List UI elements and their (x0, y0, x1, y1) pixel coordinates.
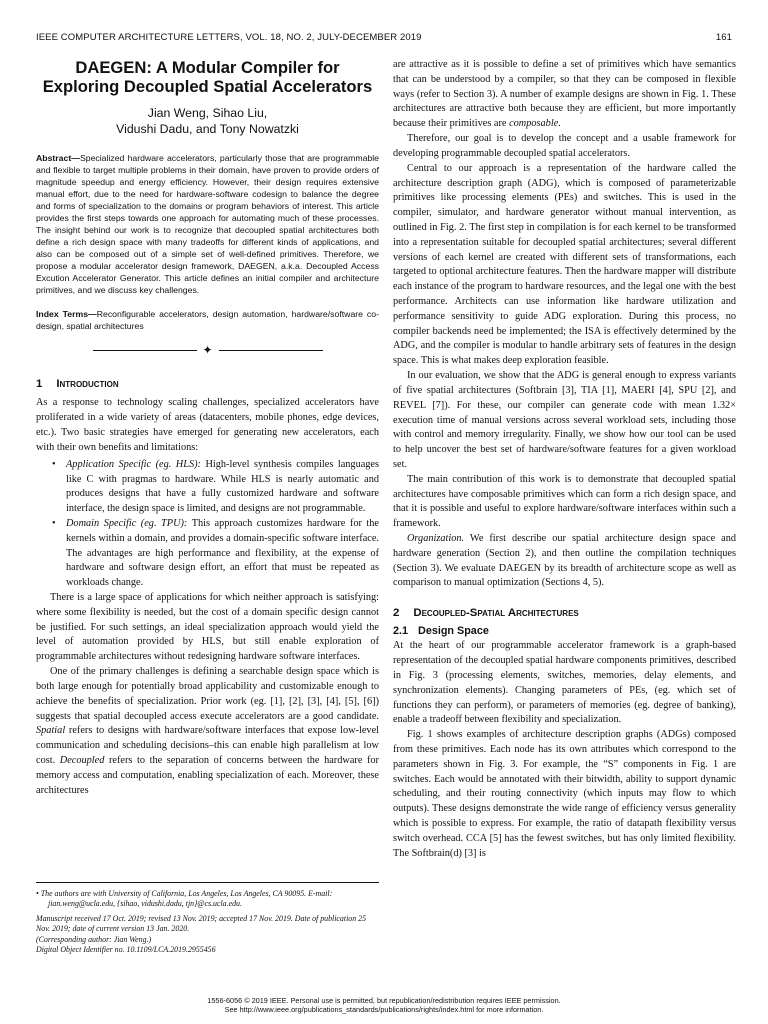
bullet-label: Domain Specific (eg. TPU): (66, 517, 188, 529)
section-number: 1 (36, 378, 43, 391)
section-title: Introduction (56, 378, 119, 391)
abstract-text: Specialized hardware accelerators, particularly those that are programmable and flexible to target multiple problems in their domain, have proven to provide orders of magnitude speedup and energy efficiency. However, their design requires extensive manual effort, due to the need for hardware-software codesign to balance the degree and forms of specialization to the domains or program behaviors of interest. This article provides the first steps towards one approach for automating much of these processes. The insight behind our work is to recognize that decoupled spatial architectures both define a rich design space with many tradeoffs for different kinds of applications, and also can be composed out of a simple set of well-defined primitives. Therefore, we propose a modular accelerator design framework, DAEGEN, a.k.a. Decoupled Access Excution Accelerator Generator. This article defines an initial compiler and architecture primitives, and we discuss key challenges. (36, 153, 379, 296)
subsection-heading-design-space (393, 625, 736, 637)
subsection-number: 2.1 (393, 625, 409, 638)
footnote-affiliation: • The authors are with University of California, Los Angeles, Los Angeles, CA 90095. E-mail: jian.weng@ucla.edu, {sihao, vidushi.dadu, tjn}@cs.ucla.edu. (36, 889, 333, 909)
p3-text-b: refers to designs with hardware/software interfaces that expose low-level communication and scheduling decisions–this can enable high parallelism at low cost. (36, 725, 379, 766)
copyright-line-1: 1556-6056 © 2019 IEEE. Personal use is permitted, but republication/redistribution requires IEEE permission. (207, 996, 561, 1005)
subsection-title: Design Space (418, 625, 489, 638)
term-composable: composable (509, 118, 559, 130)
index-terms-text: Reconfigurable accelerators, design automation, hardware/software co-design, spatial architectures (36, 309, 379, 332)
author-line-1 (36, 106, 379, 122)
abstract-label: Abstract— (36, 153, 80, 164)
intro-paragraph-3 (36, 665, 379, 798)
authors-line1-text: Jian Weng, Sihao Liu, (147, 106, 268, 121)
index-terms (36, 308, 379, 332)
footnote-received: Manuscript received 17 Oct. 2019; revised 13 Nov. 2019; accepted 17 Nov. 2019. Date of publication 25 Nov. 2019; date of current version 13 Jan. 2020. (36, 913, 367, 934)
p3-text-a: One of the primary challenges is defining a searchable design space which is both large enough for potentially broad applicability and customizable enough to achieve the benefits of specialization. Prior work (eg. [1], [2], [3], [4], [5], [6]) suggests that spatial decoupled access execute accelerators are a good candidate. (36, 666, 379, 722)
bullet-text: High-level synthesis compiles languages like C with pragmas to hardware. While HLS is nearly automatic and produces designs that have a fully customized hardware and software interface, the design space is limited, and designs are not programmable. (66, 458, 380, 515)
journal-name: IEEE COMPUTER ARCHITECTURE LETTERS, VOL. 18, NO. 2, JULY-DECEMBER 2019 (36, 32, 422, 43)
section-heading-dsa (393, 607, 736, 619)
bullet-label: Application Specific (eg. HLS): (66, 458, 201, 470)
list-item (52, 517, 379, 591)
section-number: 2 (393, 607, 400, 620)
section-heading-introduction (36, 378, 379, 390)
dsa-paragraph-1: At the heart of our programmable accelerator framework is a graph-based representation of the decoupled spatial hardware components primitives, described in Fig. 3 (processing elements, switches, memories, delay elements, and synchronization elements). Changing parameters of PEs, (eg. which set of functions they can perform), or parameters of memories (eg. degree of banking), enable a tradeoff between flexibility and specialization. (393, 640, 736, 726)
copyright-line-2: See http://www.ieee.org/publications_standards/publications/rights/index.html for more information. (224, 1005, 544, 1015)
bullet-text: This approach customizes hardware for the kernels within a domain, and provides a domain-specific software interface. The advantages are high performance and flexibility, at the expense of hardware and software design effort, an effort that must be repeated as workloads change. (66, 517, 379, 589)
term-decoupled: Decoupled (59, 754, 105, 766)
footnote-corresponding: (Corresponding author: Jian Weng.) (36, 934, 152, 944)
intro-paragraph-1: As a response to technology scaling challenges, specialized accelerators have proliferated in a wide variety of areas (datacenters, mobile phones, edge devices, etc.). Two basic strategies have emerged for generating new accelerators, each with their own benefits and limitations: (36, 397, 379, 453)
intro-evaluation-paragraph: In our evaluation, we show that the ADG is general enough to express variants of five spatial architectures (Softbrain [3], TIA [1], MAERI [4], SPU [2], and REVEL [7]). For these, our compiler can generate code with mean 1.32× execution time of manual versions across several workload sets, including those with control and memory irregularity. Finally, we show how our tool can be used to help uncover the best set of hardware/software features for a given workload set. (393, 370, 736, 470)
organization-text: We first describe our spatial architecture design space and hardware generation (Section 2), and then outline the compilation techniques (Section 3). We evaluate DAEGEN by its breadth of architecture scope as well as comparison to manual optimization (Sections 4, 5). (393, 533, 736, 589)
p3-text-c: refers to the separation of concerns between the hardware for memory access and computation, enabling specialization of each. Moreover, these architectures (36, 754, 379, 796)
section-divider (93, 344, 323, 356)
organization-label: Organization. (407, 533, 465, 544)
bullet-icon: • (52, 458, 56, 470)
intro-paragraph-2: There is a large space of applications for which neither approach is satisfying: where some flexibility is needed, but the cost of a domain specific design cannot be justified. For such settings, an ideal specialization approach would yield the level of automation provided by HLS, but still enable exploration of programmable architectures without redesigning hardware software interfaces. (36, 592, 379, 663)
abstract (36, 152, 379, 296)
author-list (36, 106, 379, 138)
footnote-doi: Digital Object Identifier no. 10.1109/LCA.2019.2955456 (36, 945, 216, 955)
paper-title: DAEGEN: A Modular Compiler for Exploring Decoupled Spatial Accelerators (42, 58, 373, 97)
intro-organization-paragraph (393, 532, 736, 591)
right-column (393, 58, 736, 861)
running-header (36, 32, 732, 43)
section-title: Decoupled-Spatial Architectures (413, 607, 579, 620)
author-line-2 (36, 122, 379, 138)
bullet-icon: • (52, 517, 56, 529)
divider-diamond-icon: ✦ (196, 343, 218, 357)
intro-contribution-paragraph: The main contribution of this work is to demonstrate that decoupled spatial architectures have composable primitives which can form a rich design space, and that it is possible and useful to explore hardware/software interfaces within such a framework. (393, 473, 736, 530)
dsa-paragraph-2: Fig. 1 shows examples of architecture description graphs (ADGs) composed from these primitives. Each node has its own attributes which correspond to the parameters shown in Fig. 3. For example, the “S” components in Fig. 1 are switches. Each would be annotated with their bitwidth, ability to support dynamic scheduling, and their routing connectivity (which inputs may flow to which outputs). These designs demonstrate the wide range of efficiency versus generality which is possible to express. For example, the ratio of datapath flexibility versus switch overhead. CCA [5] has the fewest switches, but has only limited flexibility. The Softbrain(d) [3] is (393, 729, 736, 859)
intro-goal-paragraph: Therefore, our goal is to develop the concept and a usable framework for developing programmable decoupled spatial accelerators. (393, 133, 736, 159)
footnotes (36, 882, 379, 956)
list-item (52, 458, 380, 517)
intro-continued-paragraph (393, 58, 736, 132)
term-spatial: Spatial (36, 725, 66, 737)
strategy-list (36, 458, 379, 591)
rp1-text-b: . (558, 118, 561, 130)
intro-approach-paragraph: Central to our approach is a representation of the hardware called the architecture description graph (ADG), which is composed of parameterizable primitives like processing elements (PEs) and switches. This is used in the compiler, simulator, and hardware generator without manual intervention, as outlined in Fig. 2. The first step in compilation is for each kernel to be transformed into a representation suitable for decoupled spatial architectures; several different versions of each kernel are created with different sets of transformations, each targeted to optional architecture features. Then the hardware mapper will distribute each instance of the program to hardware resources, and the legal one with the best performance. Architects can use information like hardware utilization and performance sensitivity to guide ADG exploration. During this process, no compiler backends need be implemented; the ISA is effectively determined by the ADG, and the compiler is modular to handle arbitrary sets of features in the design space. This is what makes deep exploration feasible. (393, 162, 736, 367)
rp1-text-a: are attractive as it is possible to define a set of primitives which have semantics that can be understood by a compiler, so that they can be composed in flexible ways (refer to Section 3). A number of example designs are shown in Fig. 1. These architectures are attractive both because they are efficient, but more importantly because their primitives are (393, 59, 736, 130)
affiliation-text: The authors are with University of California, Los Angeles, Los Angeles, CA 90095. E-mail: jian.weng@ucla.edu, {sihao, vidushi.dadu, tjn}@cs.ucla.edu. (40, 889, 333, 909)
authors-line2-text: Vidushi Dadu, and Tony Nowatzki (116, 122, 299, 137)
index-terms-label: Index Terms— (36, 309, 97, 320)
page-number: 161 (715, 32, 732, 43)
copyright-footer (0, 996, 768, 1015)
left-column (36, 58, 379, 798)
